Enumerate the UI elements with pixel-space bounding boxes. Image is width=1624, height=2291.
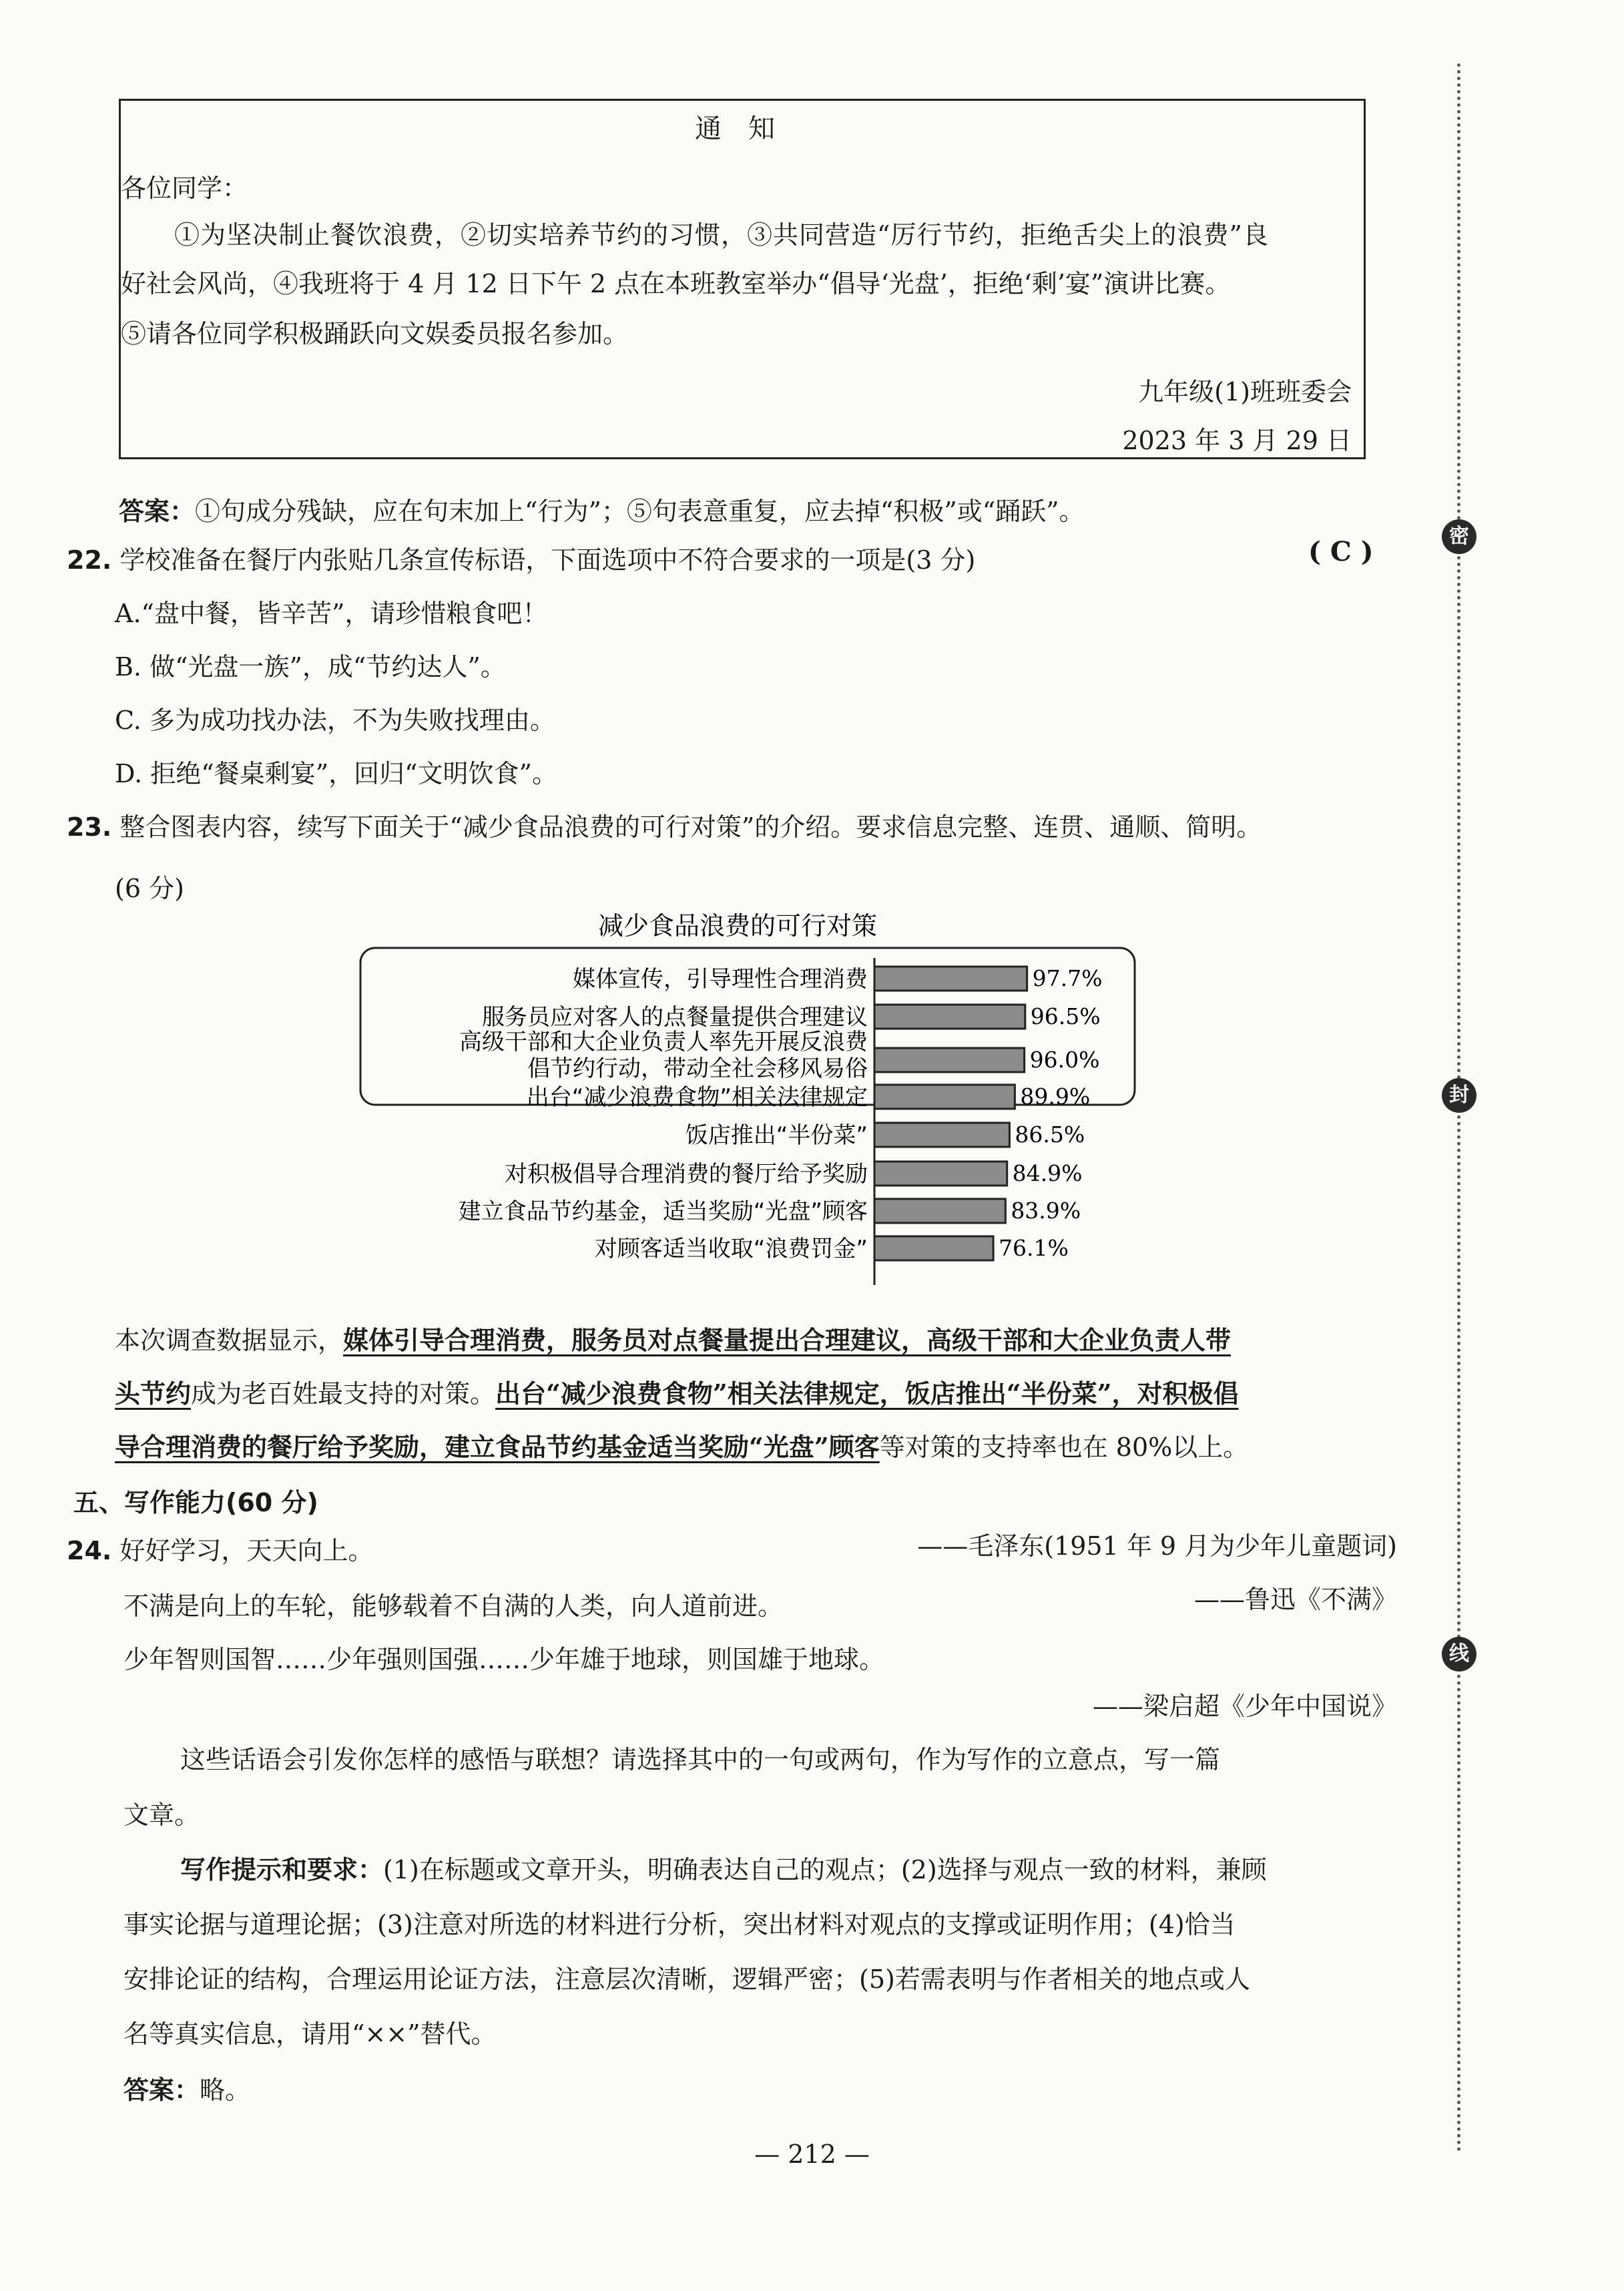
notice-greeting: 各位同学： — [121, 174, 248, 203]
question-points: (6 分) — [115, 874, 184, 903]
answer-plain: 等对策的支持率也在 80%以上。 — [879, 1433, 1249, 1462]
category-label: 对积极倡导合理消费的餐厅给予奖励 — [505, 1161, 868, 1188]
answer-bold: 媒体引导合理消费，服务员对点餐量提出合理建议，高级干部和大企业负责人带 — [343, 1325, 1232, 1355]
question-number: 22. — [67, 545, 112, 575]
category-label: 高级干部和大企业负责人率先开展反浪费 — [459, 1029, 868, 1055]
source-2: ——鲁迅《不满》 — [1193, 1585, 1397, 1614]
category-label: 倡节约行动，带动全社会移风易俗 — [527, 1055, 868, 1082]
bar-value-label: 97.7% — [1032, 965, 1103, 991]
bar-value-label: 76.1% — [999, 1235, 1069, 1261]
bar-chart — [354, 908, 1188, 1295]
answer-plain: 成为老百姓最支持的对策。 — [191, 1379, 496, 1409]
question-23 — [67, 806, 1262, 843]
option-b: B. 做“光盘一族”，成“节约达人”。 — [115, 652, 506, 682]
answer-text: 略。 — [200, 2075, 251, 2105]
section-title: 五、写作能力(60 分) — [73, 1488, 318, 1517]
answer-text: ①句成分残缺，应在句末加上“行为”；⑤句表意重复，应去掉“积极”或“踊跃”。 — [195, 497, 1085, 526]
source-3: ——梁启超《少年中国说》 — [1092, 1692, 1397, 1721]
chart-title: 减少食品浪费的可行对策 — [597, 911, 878, 941]
question-number: 23. — [67, 812, 112, 842]
question-stem: 整合图表内容，续写下面关于“减少食品浪费的可行对策”的介绍。要求信息完整、连贯、通顺、简明。 — [119, 812, 1262, 842]
answer-bold: 导合理消费的餐厅给予奖励，建立食品节约基金适当奖励“光盘”顾客 — [115, 1432, 880, 1462]
answer-choice: ( C ) — [1308, 536, 1374, 567]
notice-line-1: ①为坚决制止餐饮浪费，②切实培养节约的习惯，③共同营造“厉行节约，拒绝舌尖上的浪费”良 — [174, 220, 1269, 250]
option-d: D. 拒绝“餐桌剩宴”，回归“文明饮食”。 — [115, 759, 557, 788]
answer-23 — [115, 1314, 1248, 1474]
answer-line-3 — [115, 1421, 1248, 1474]
answer-label: 答案： — [123, 2075, 200, 2105]
category-label: 建立食品节约基金，适当奖励“光盘”顾客 — [458, 1198, 868, 1225]
question-stem: 学校准备在餐厅内张贴几条宣传标语，下面选项中不符合要求的一项是(3 分) — [119, 545, 976, 575]
answer-24 — [123, 2069, 250, 2106]
bar-value-label: 89.9% — [1020, 1083, 1091, 1109]
notice-line-3: ⑤请各位同学积极踊跃向文娱委员报名参加。 — [121, 319, 629, 348]
notice-date: 2023 年 3 月 29 日 — [1122, 426, 1352, 455]
answer-line-2 — [115, 1367, 1248, 1421]
bar-6 — [874, 1199, 1005, 1223]
quote-2: 不满是向上的车轮，能够载着不自满的人类，向人道前进。 — [123, 1591, 784, 1621]
bar-value-label: 96.5% — [1030, 1003, 1101, 1029]
writing-tips-2: 事实论据与道理论据；(3)注意对所选的材料进行分析，突出材料对观点的支撑或证明作用；(4)恰当 — [123, 1910, 1236, 1939]
bar-0 — [874, 967, 1027, 991]
bar-value-label: 96.0% — [1029, 1047, 1100, 1073]
notice-title: 通 知 — [695, 113, 775, 144]
bar-value-label: 83.9% — [1011, 1198, 1081, 1224]
notice-signature: 九年级(1)班班委会 — [1138, 377, 1352, 407]
category-label: 饭店推出“半份菜” — [685, 1122, 868, 1149]
category-label: 媒体宣传，引导理性合理消费 — [573, 966, 868, 993]
seal-mark-feng: 封 — [1442, 1078, 1476, 1113]
source-1: ——毛泽东(1951 年 9 月为少年儿童题词) — [917, 1531, 1397, 1561]
bar-value-label: 86.5% — [1015, 1121, 1085, 1148]
question-22 — [67, 539, 975, 576]
bar-1 — [874, 1005, 1025, 1029]
option-a: A.“盘中餐，皆辛苦”，请珍惜粮食吧！ — [115, 599, 548, 628]
quote-1: 好好学习，天天向上。 — [119, 1536, 374, 1565]
tips-text: (1)在标题或文章开头，明确表达自己的观点；(2)选择与观点一致的材料，兼顾 — [383, 1855, 1267, 1884]
question-number: 24. — [67, 1536, 112, 1565]
answer-21 — [119, 491, 1085, 527]
writing-tips-4: 名等真实信息，请用“××”替代。 — [123, 2019, 497, 2049]
writing-tips-3: 安排论证的结构，合理运用论证方法，注意层次清晰，逻辑严密；(5)若需表明与作者相关的地点或人 — [123, 1965, 1250, 1994]
category-label: 出台“减少浪费食物”相关法律规定 — [526, 1084, 868, 1111]
bar-value-label: 84.9% — [1012, 1160, 1083, 1186]
notice-line-2: 好社会风尚，④我班将于 4 月 12 日下午 2 点在本班教室举办“倡导‘光盘’，拒绝‘剩’宴”演讲比赛。 — [121, 269, 1231, 298]
bar-5 — [874, 1162, 1007, 1186]
writing-prompt-1: 这些话语会引发你怎样的感悟与联想？请选择其中的一句或两句，作为写作的立意点，写一篇 — [180, 1745, 1221, 1774]
writing-prompt-2: 文章。 — [123, 1800, 200, 1830]
answer-plain: 本次调查数据显示， — [115, 1326, 344, 1355]
option-c: C. 多为成功找办法，不为失败找理由。 — [115, 706, 555, 735]
bar-7 — [874, 1236, 993, 1260]
seal-mark-mi: 密 — [1442, 519, 1476, 554]
answer-label: 答案： — [119, 497, 196, 526]
bar-4 — [874, 1123, 1009, 1147]
answer-bold: 出台“减少浪费食物”相关法律规定，饭店推出“半份菜”，对积极倡 — [495, 1378, 1239, 1409]
chart-bars — [459, 965, 1103, 1262]
answer-bold: 头节约 — [115, 1378, 192, 1409]
bar-2 — [874, 1048, 1025, 1072]
answer-line-1 — [115, 1314, 1248, 1367]
category-label: 对顾客适当收取“浪费罚金” — [594, 1236, 868, 1262]
page-number: — 212 — — [754, 2139, 870, 2169]
category-label: 服务员应对客人的点餐量提供合理建议 — [482, 1004, 868, 1031]
question-24 — [67, 1530, 373, 1567]
writing-tips-1 — [180, 1849, 1267, 1886]
tips-label: 写作提示和要求： — [180, 1854, 384, 1884]
notice-box — [119, 99, 1366, 459]
seal-mark-xian: 线 — [1442, 1637, 1476, 1672]
bar-3 — [874, 1085, 1015, 1109]
quote-3: 少年智则国智……少年强则国强……少年雄于地球，则国雄于地球。 — [123, 1645, 885, 1674]
